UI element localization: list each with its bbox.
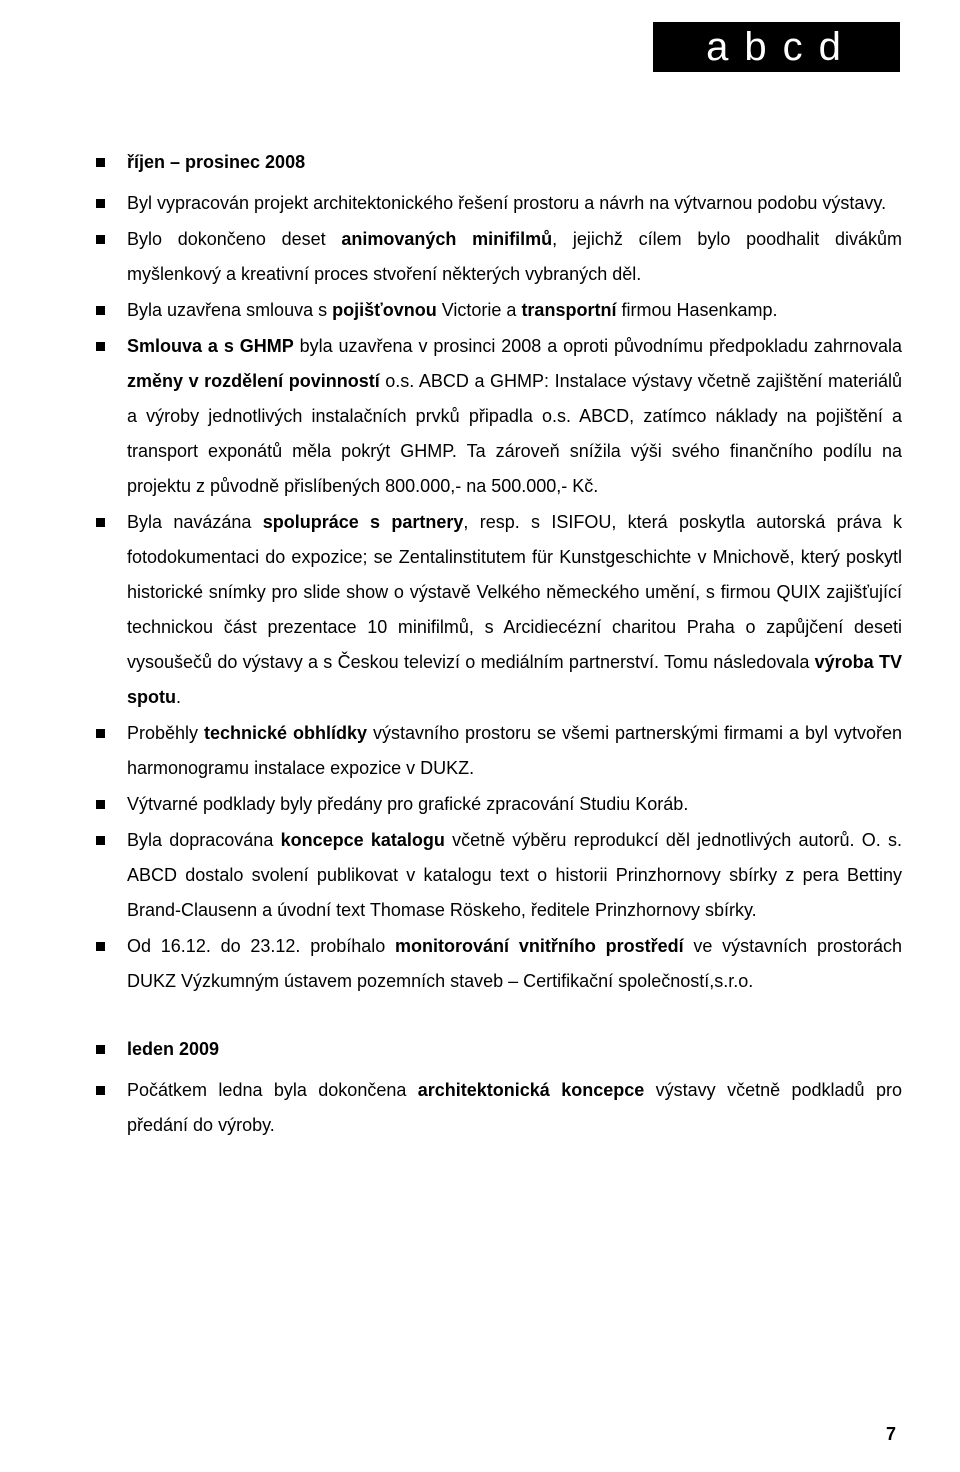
list-item: [92, 823, 902, 928]
text-run: Victorie a: [436, 300, 522, 320]
list-item-text: [127, 1039, 219, 1059]
text-run: včetně výběru reprodukcí děl jednotlivých autorů. O. s. ABCD dostalo svolení publikovat v katalogu text o historii Prinzhornovy sbírky z pera Bettiny Brand-Clausenn a úvodní text Thomase Röskeho, ředitele Prinzhornovy sbírky.: [127, 830, 902, 920]
text-run: Bylo dokončeno deset: [127, 229, 342, 249]
list-item-text: [127, 300, 778, 320]
bold-text: transportní: [521, 300, 617, 320]
list-item: [92, 1032, 902, 1067]
text-run: , jejichž cílem bylo poodhalit divákům myšlenkový a kreativní proces stvoření některých vybraných děl.: [127, 229, 902, 284]
list-item-text: [127, 152, 305, 172]
square-bullet-icon: [96, 342, 105, 351]
list-item-text: [127, 512, 902, 707]
bold-text: pojišťovnou: [332, 300, 437, 320]
bold-text: leden 2009: [127, 1039, 220, 1059]
square-bullet-icon: [96, 800, 105, 809]
square-bullet-icon: [96, 199, 105, 208]
list-item: [92, 145, 902, 180]
text-run: Byla navázána: [127, 512, 263, 532]
square-bullet-icon: [96, 306, 105, 315]
list-item: [92, 929, 902, 999]
list-item-text: [127, 936, 902, 991]
text-run: Počátkem ledna byla dokončena: [127, 1080, 418, 1100]
text-run: o.s. ABCD a GHMP: Instalace výstavy včetně zajištění materiálů a výroby jednotlivých instalačních prvků připadla o.s. ABCD, zatímco náklady na pojištění a transport exponátů měla pokrýt GHMP. Ta zároveň snížila výši svého finančního podílu na projektu z původně přislíbených 800.000,- na 500.000,- Kč.: [127, 371, 902, 496]
text-run: firmou Hasenkamp.: [616, 300, 778, 320]
page-number: 7: [886, 1424, 897, 1444]
list-item-text: [127, 193, 886, 213]
text-run: výstavního prostoru se všemi partnerskými firmami a byl vytvořen harmonogramu instalace expozice v DUKZ.: [127, 723, 903, 778]
square-bullet-icon: [96, 836, 105, 845]
list-item-text: [127, 723, 902, 778]
bold-text: říjen – prosinec 2008: [127, 152, 306, 172]
list-item-text: [127, 229, 902, 284]
text-run: Proběhly: [127, 723, 205, 743]
bold-text: výroba TV spotu: [127, 652, 902, 707]
list-item: [92, 787, 902, 822]
square-bullet-icon: [96, 518, 105, 527]
bold-text: architektonická koncepce: [417, 1080, 645, 1100]
text-run: Byl vypracován projekt architektonického řešení prostoru a návrh na výtvarnou podobu výstavy.: [127, 193, 887, 213]
text-run: byla uzavřena v prosinci 2008 a oproti původnímu předpokladu zahrnovala: [293, 336, 902, 356]
text-run: .: [176, 687, 182, 707]
square-bullet-icon: [96, 235, 105, 244]
text-run: výstavy včetně podkladů pro předání do výroby.: [127, 1080, 902, 1135]
list-item: [92, 329, 902, 504]
document-body: [92, 145, 902, 1144]
list-item-text: [127, 1080, 902, 1135]
bold-text: změny v rozdělení povinností: [127, 371, 380, 391]
bold-text: koncepce katalogu: [280, 830, 445, 850]
bold-text: animovaných minifilmů: [341, 229, 553, 249]
text-run: Od 16.12. do 23.12. probíhalo: [127, 936, 396, 956]
list-item-text: [127, 336, 902, 496]
text-run: , resp. s ISIFOU, která poskytla autorská práva k fotodokumentaci do expozice; se Zentalinstitutem für Kunstgeschichte v Mnichově, který poskytl historické snímky pro slide show o výstavě Velkého německého umění, s firmou QUIX zajišťující technickou část prezentace 10 minifilmů, s Arcidiecézní charitou Praha o zapůjčení deseti vysoušečů do výstavy a s Českou televizí o mediálním partnerství. Tomu následovala: [127, 512, 902, 672]
list-item: [92, 505, 902, 715]
square-bullet-icon: [96, 729, 105, 738]
square-bullet-icon: [96, 1045, 105, 1054]
list-item: [92, 222, 902, 292]
text-run: Výtvarné podklady byly předány pro grafické zpracování Studiu Koráb.: [127, 794, 689, 814]
list-item: [92, 1073, 902, 1143]
bold-text: technické obhlídky: [204, 723, 368, 743]
text-run: ve výstavních prostorách DUKZ Výzkumným ústavem pozemních staveb – Certifikační společností,s.r.o.: [127, 936, 903, 991]
square-bullet-icon: [96, 942, 105, 951]
square-bullet-icon: [96, 158, 105, 167]
text-run: Byla dopracována: [127, 830, 281, 850]
list-item: [92, 186, 902, 221]
list-item: [92, 293, 902, 328]
bold-text: monitorování vnitřního prostředí: [395, 936, 684, 956]
square-bullet-icon: [96, 1086, 105, 1095]
text-run: Byla uzavřena smlouva s: [127, 300, 333, 320]
bold-text: Smlouva a s GHMP: [127, 336, 294, 356]
abcd-logo: abcd: [653, 22, 900, 72]
bold-text: spolupráce s partnery: [262, 512, 464, 532]
list-item-text: [127, 794, 688, 814]
list-item-text: [127, 830, 902, 920]
list-item: [92, 716, 902, 786]
